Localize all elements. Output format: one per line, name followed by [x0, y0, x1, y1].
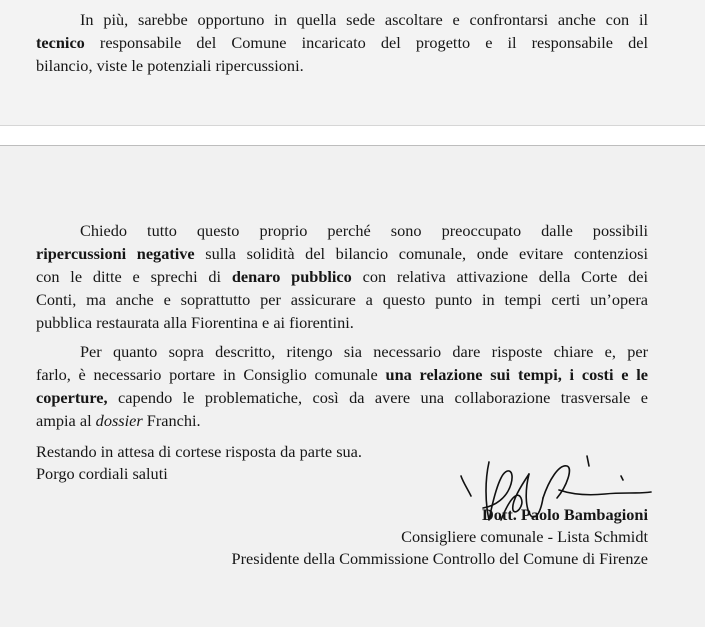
page-edge [0, 125, 705, 126]
paragraph-concerns: Chiedo tutto questo proprio perché sono preoccupato dalle possibili ripercussioni negative sulla solidità del bilancio comunale, onde evitare contenziosi con le ditte e sprechi di denaro pubblico con relativa attivazione della Corte dei Conti, ma anche e soprattutto per assicurare a questo punto in tempi certi un’opera pubblica restaurata alla Fiorentina e ai fiorentini. [36, 221, 649, 332]
paragraph-technical-consultation: In più, sarebbe opportuno in quella sede ascoltare e confrontarsi anche con il tecnico responsabile del Comune incaricato del progetto e il responsabile del bilancio, viste le potenziali ripercussioni. [36, 10, 648, 75]
signature-block [232, 504, 648, 570]
signatory-role: Presidente della Commissione Controllo del Comune di Firenze [231, 549, 648, 568]
closing-salutation: Restando in attesa di cortese risposta da parte sua. Porgo cordiali saluti [36, 442, 362, 483]
page-gap [0, 126, 705, 145]
signatory-name: Dott. Paolo Bambagioni [482, 505, 648, 524]
signatory-role: Consigliere comunale - Lista Schmidt [401, 527, 648, 546]
paragraph-request: Per quanto sopra descritto, ritengo sia necessario dare risposte chiare e, per farlo, è necessario portare in Consiglio comunale una relazione sui tempi, i costi e le coperture, capendo le problematiche, così da avere una collaborazione trasversale e ampia al dossier Franchi. [36, 342, 648, 430]
